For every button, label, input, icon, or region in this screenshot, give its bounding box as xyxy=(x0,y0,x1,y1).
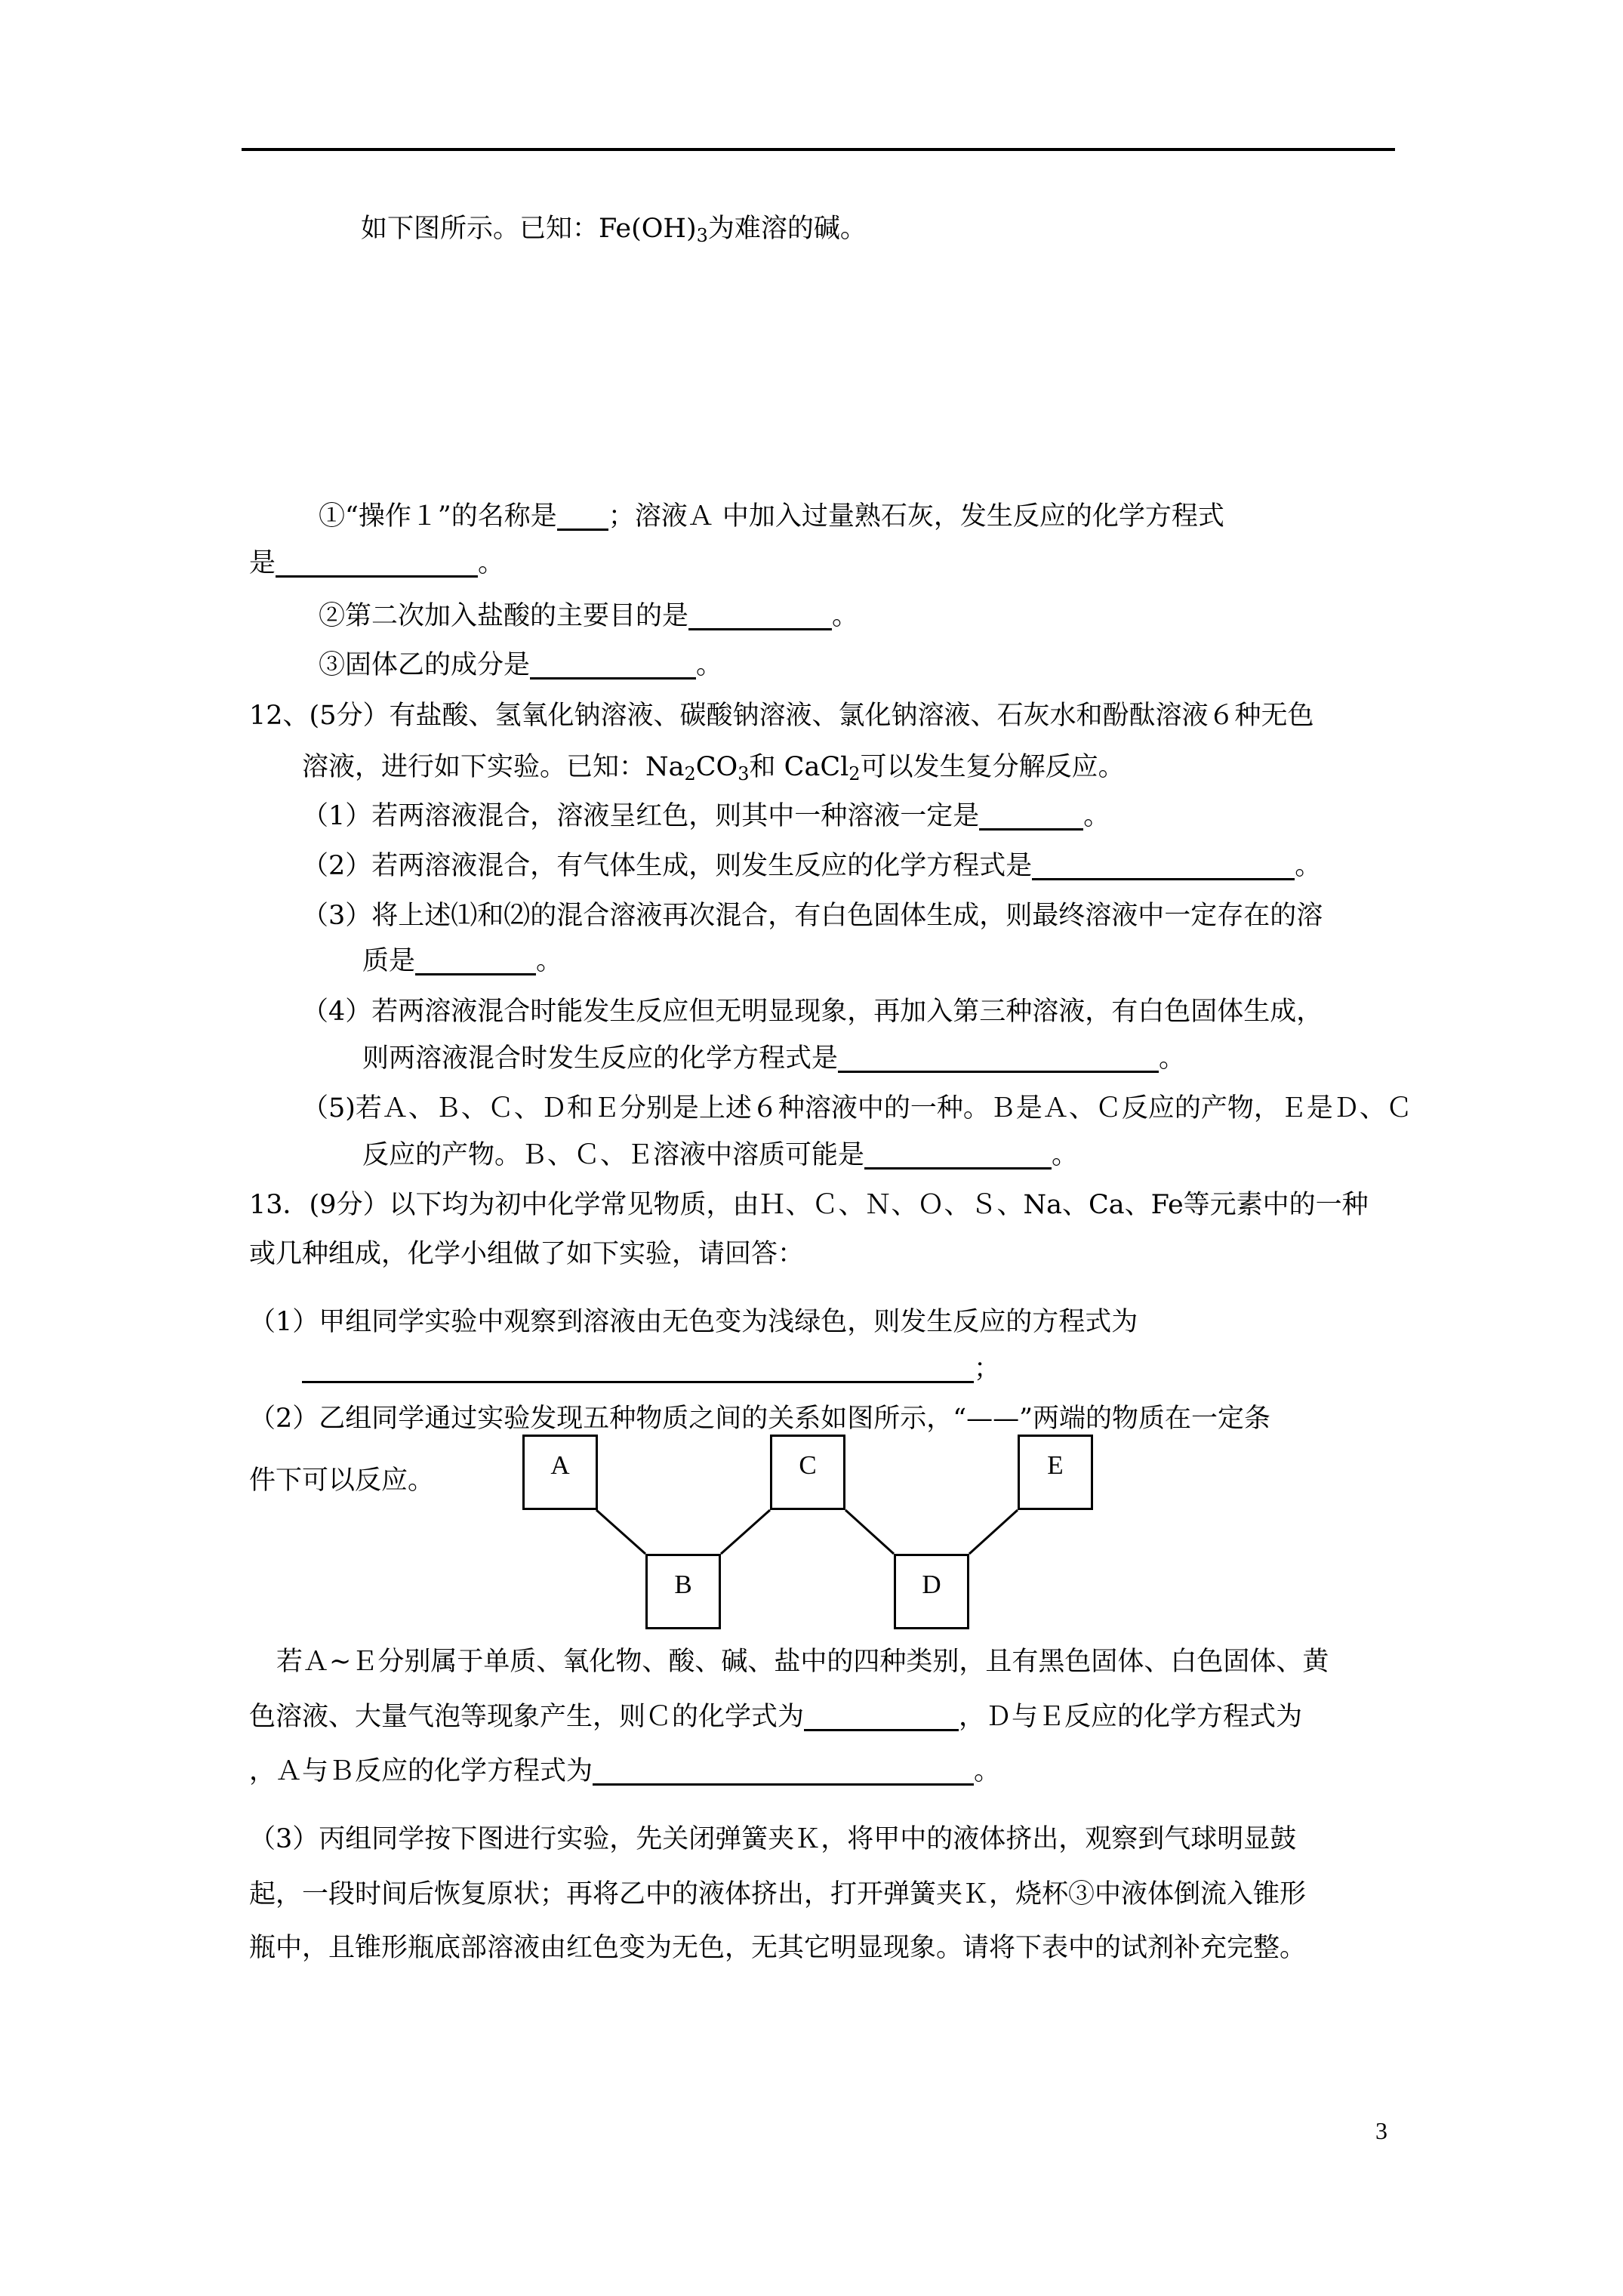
q13-sub2-line2: 件下可以反应。 xyxy=(249,1465,435,1496)
q12-sub4-line2: 则两溶液混合时发生反应的化学方程式是 。 xyxy=(362,1043,1186,1074)
q13-sub3-line2: 起，一段时间后恢复原状；再将乙中的液体挤出，打开弹簧夹Ｋ，烧杯③中液体倒流入锥形 xyxy=(249,1879,1307,1909)
q13-sub2-line1: （2）乙组同学通过实验发现五种物质之间的关系如图所示，“——”两端的物质在一定条 xyxy=(249,1404,1271,1434)
q12-sub2: （2）若两溶液混合，有气体生成，则发生反应的化学方程式是 。 xyxy=(302,851,1322,881)
q12-sub5-line1: （5)若Ａ、Ｂ、Ｃ、Ｄ和Ｅ分别是上述６种溶液中的一种。Ｂ是Ａ、Ｃ反应的产物，Ｅ是Ｄ、Ｃ xyxy=(302,1093,1412,1123)
q11-part3: ③固体乙的成分是 。 xyxy=(319,650,723,680)
connector-a-b xyxy=(596,1510,645,1554)
q13-line2: 或几种组成，化学小组做了如下实验，请回答： xyxy=(249,1239,805,1269)
q13-sub1-answer: ； xyxy=(302,1351,1000,1386)
q11-part1-line1: ①“操作１”的名称是 ；溶液Ａ 中加入过量熟石灰，发生反应的化学方程式 xyxy=(319,501,1224,532)
q13-sub3-line3: 瓶中，且锥形瓶底部溶液由红色变为无色，无其它明显现象。请将下表中的试剂补充完整。 xyxy=(249,1933,1307,1963)
q12-heading: 12、(5分）有盐酸、氢氧化钠溶液、碳酸钠溶液、氯化钠溶液、石灰水和酚酞溶液６种无色 xyxy=(249,701,1314,731)
connector-b-c xyxy=(721,1510,770,1554)
page-number: 3 xyxy=(1375,2117,1387,2144)
intro-line: 如下图所示。已知：$Fe(OH)_3$为难溶的碱。 xyxy=(361,214,867,246)
node-d: D xyxy=(894,1554,969,1629)
node-a: A xyxy=(522,1435,598,1510)
q12-sub4-line1: （4）若两溶液混合时能发生反应但无明显现象，再加入第三种溶液，有白色固体生成， xyxy=(302,997,1323,1027)
q13-paragraph-line3: ，Ａ与Ｂ反应的化学方程式为 。 xyxy=(249,1756,1001,1786)
q13-sub3-line1: （3）丙组同学按下图进行实验，先关闭弹簧夹Ｋ，将甲中的液体挤出，观察到气球明显鼓 xyxy=(249,1824,1297,1854)
q13-paragraph-line1: 若Ａ~Ｅ分别属于单质、氧化物、酸、碱、盐中的四种类别，且有黑色固体、白色固体、黄 xyxy=(276,1647,1329,1677)
q12-sub3-line2: 质是 。 xyxy=(362,946,563,976)
connector-d-e xyxy=(969,1510,1018,1554)
q11-part2: ②第二次加入盐酸的主要目的是 。 xyxy=(319,601,859,631)
node-c: C xyxy=(770,1435,845,1510)
q13-heading: 13．(9分）以下均为初中化学常见物质，由Ｈ、Ｃ、Ｎ、Ｏ、Ｓ、Na、Ca、Fe等元素中的一种 xyxy=(249,1190,1369,1220)
q12-line2: 溶液，进行如下实验。已知：$Na_2CO_3$和 CaCl$_2$可以发生复分解反应。 xyxy=(302,752,1125,784)
q12-sub5-line2: 反应的产物。Ｂ、Ｃ、Ｅ溶液中溶质可能是 。 xyxy=(362,1140,1079,1170)
q13-paragraph-line2: 色溶液、大量气泡等现象产生，则Ｃ的化学式为 ，Ｄ与Ｅ反应的化学方程式为 xyxy=(249,1702,1303,1732)
node-e: E xyxy=(1018,1435,1093,1510)
q12-sub1: （1）若两溶液混合，溶液呈红色，则其中一种溶液一定是 。 xyxy=(302,801,1110,831)
connector-c-d xyxy=(845,1510,894,1554)
q11-part1-line2: 是 。 xyxy=(249,548,505,578)
q12-sub3-line1: （3）将上述⑴和⑵的混合溶液再次混合，有白色固体生成，则最终溶液中一定存在的溶 xyxy=(302,901,1323,931)
node-b: B xyxy=(645,1554,721,1629)
answer-blank-equation-ab[interactable] xyxy=(593,1756,974,1786)
q13-sub1: （1）甲组同学实验中观察到溶液由无色变为浅绿色，则发生反应的方程式为 xyxy=(249,1307,1138,1337)
answer-blank-formula-c[interactable] xyxy=(804,1702,959,1731)
